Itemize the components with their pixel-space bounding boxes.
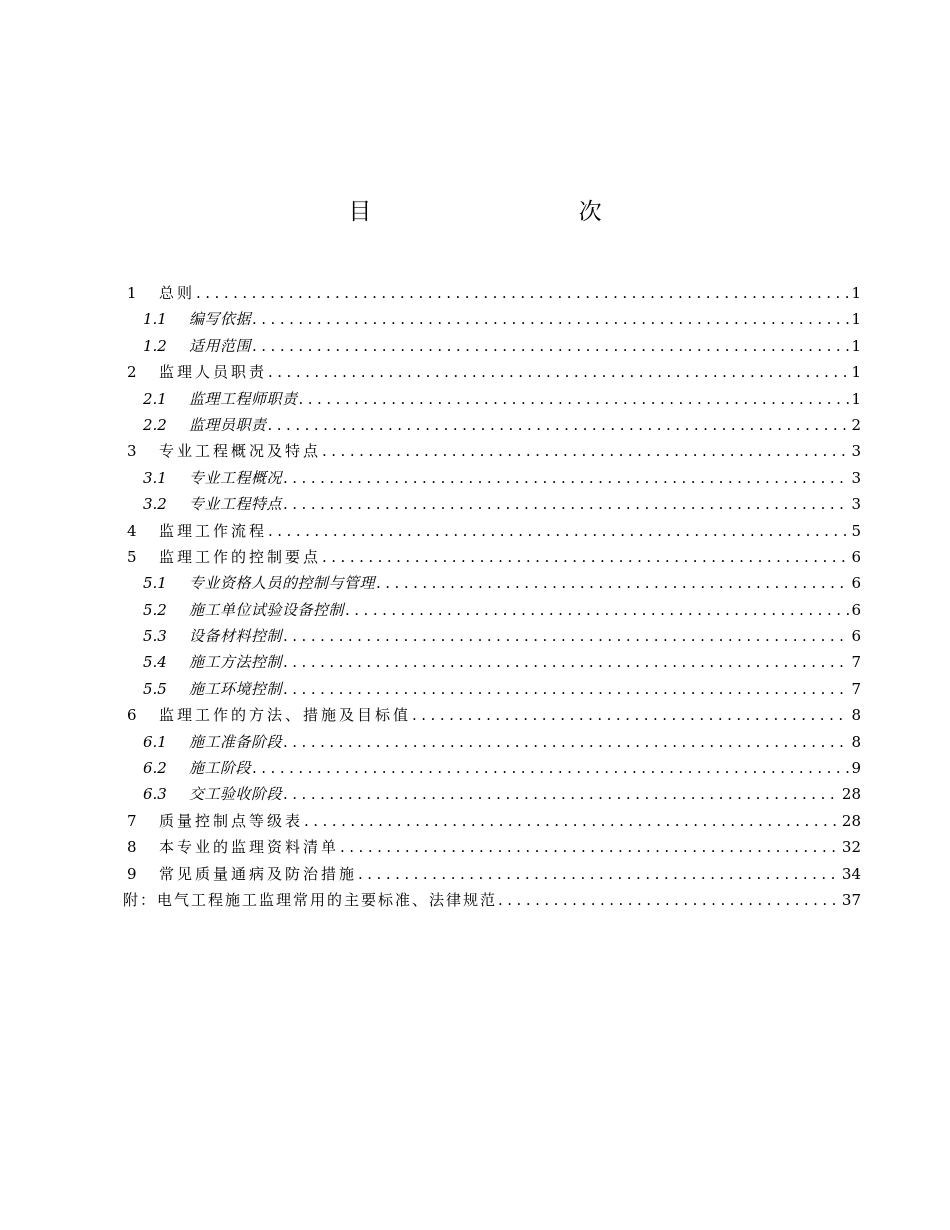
- toc-entry-page-number: 7: [851, 679, 861, 698]
- toc-entry-title: 施工单位试验设备控制: [189, 600, 345, 619]
- toc-leader-dots: [321, 438, 849, 464]
- toc-leader-dots: [282, 491, 849, 517]
- toc-entry-number: 5: [127, 547, 137, 566]
- toc-entry-number: 4: [127, 521, 137, 540]
- toc-entry-number: 5.4: [143, 653, 167, 672]
- toc-entry-title: 专业工程特点: [189, 495, 283, 514]
- toc-entry[interactable]: [123, 333, 861, 359]
- toc-entry-page-number: 1: [851, 336, 861, 355]
- toc-entry[interactable]: [123, 465, 861, 491]
- toc-entry[interactable]: [123, 544, 861, 570]
- toc-entry-page-number: 3: [851, 495, 861, 514]
- toc-entry[interactable]: [123, 887, 861, 913]
- toc-entry-title: 专业工程概况及特点: [159, 442, 322, 461]
- toc-entry-title: 交工验收阶段: [189, 785, 283, 804]
- toc-entry-page-number: 9: [851, 759, 861, 778]
- toc-entry-title: 专业资格人员的控制与管理: [189, 574, 376, 593]
- toc-leader-dots: [282, 649, 849, 675]
- toc-entry-title: 监理人员职责: [159, 363, 268, 382]
- toc-entry-number: 5.1: [143, 574, 167, 593]
- toc-entry-page-number: 1: [851, 284, 861, 302]
- toc-leader-dots: [251, 333, 849, 359]
- toc-entry-number: 6.3: [143, 785, 167, 804]
- toc-leader-dots: [282, 676, 849, 702]
- toc-entry[interactable]: [123, 623, 861, 649]
- toc-entry-page-number: 8: [851, 706, 861, 725]
- toc-leader-dots: [357, 861, 840, 887]
- toc-entry[interactable]: [123, 834, 861, 860]
- toc-entry-page-number: 34: [841, 864, 861, 883]
- toc-entry-page-number: 3: [851, 468, 861, 487]
- toc-entry[interactable]: [123, 676, 861, 702]
- toc-entry[interactable]: [123, 412, 861, 438]
- toc-entry[interactable]: [123, 702, 861, 728]
- toc-entry-number: 3.1: [143, 468, 167, 487]
- toc-leader-dots: [344, 597, 849, 623]
- toc-entry-number: 6.1: [143, 732, 167, 751]
- toc-entry-title: 编写依据: [189, 310, 252, 329]
- toc-entry-page-number: 7: [851, 653, 861, 672]
- toc-entry[interactable]: [123, 386, 861, 412]
- toc-entry[interactable]: [123, 808, 861, 834]
- toc-leader-dots: [321, 544, 849, 570]
- toc-entry-page-number: 6: [851, 574, 861, 593]
- toc-leader-dots: [267, 359, 849, 385]
- toc-entry-title: 监理工程师职责: [189, 389, 298, 408]
- toc-entry-number: 1.2: [143, 336, 167, 355]
- toc-leader-dots: [282, 465, 849, 491]
- toc-entry-number: 1: [127, 284, 137, 302]
- toc-leader-dots: [195, 280, 849, 306]
- toc-entry[interactable]: [123, 359, 861, 385]
- toc-entry-number: 3: [127, 442, 137, 461]
- toc-entry-page-number: 6: [851, 627, 861, 646]
- toc-entry-number: 5.3: [143, 627, 167, 646]
- toc-entry[interactable]: [123, 649, 861, 675]
- toc-entry[interactable]: [123, 781, 861, 807]
- toc-entry-page-number: 8: [851, 732, 861, 751]
- toc-entry[interactable]: [123, 491, 861, 517]
- toc-leader-dots: [267, 518, 849, 544]
- toc-entry-number: 2.2: [143, 415, 167, 434]
- toc-entry-title: 附：电气工程施工监理常用的主要标准、法律规范: [123, 890, 498, 909]
- toc-entry-title: 常见质量通病及防治措施: [159, 864, 358, 883]
- toc-leader-dots: [282, 729, 849, 755]
- toc-entry-number: 6.2: [143, 759, 167, 778]
- toc-entry-page-number: 37: [841, 890, 861, 909]
- toc-entry[interactable]: [123, 438, 861, 464]
- toc-leader-dots: [251, 306, 849, 332]
- toc-entry[interactable]: [123, 518, 861, 544]
- toc-entry-title: 本专业的监理资料清单: [159, 838, 340, 857]
- toc-leader-dots: [282, 623, 849, 649]
- toc-entry-title: 适用范围: [189, 336, 252, 355]
- toc-entry-title: 设备材料控制: [189, 627, 283, 646]
- toc-entry-title: 监理工作流程: [159, 521, 268, 540]
- toc-entry-page-number: 28: [841, 785, 861, 804]
- toc-entry[interactable]: [123, 570, 861, 596]
- toc-entry-page-number: 28: [841, 811, 861, 830]
- toc-leader-dots: [282, 781, 840, 807]
- toc-entry-number: 6: [127, 706, 137, 725]
- toc-entry-number: 5.5: [143, 679, 167, 698]
- toc-entry-page-number: 32: [841, 838, 861, 857]
- toc-leader-dots: [497, 887, 840, 913]
- toc-entry-page-number: 6: [851, 547, 861, 566]
- toc-entry-number: 2: [127, 363, 137, 382]
- toc-entry-number: 7: [127, 811, 137, 830]
- toc-entry[interactable]: [123, 597, 861, 623]
- toc-entry-page-number: 1: [851, 389, 861, 408]
- toc-entry-page-number: 5: [851, 521, 861, 540]
- toc-entry-number: 3.2: [143, 495, 167, 514]
- toc-entry-number: 8: [127, 838, 137, 857]
- toc-entry-number: 9: [127, 864, 137, 883]
- table-of-contents: [123, 280, 861, 913]
- toc-entry-page-number: 1: [851, 310, 861, 329]
- toc-leader-dots: [375, 570, 849, 596]
- toc-entry-page-number: 6: [851, 600, 861, 619]
- toc-entry[interactable]: [123, 729, 861, 755]
- toc-leader-dots: [303, 808, 840, 834]
- toc-entry-title: 施工阶段: [189, 759, 252, 778]
- toc-entry-title: 监理工作的控制要点: [159, 547, 322, 566]
- toc-leader-dots: [298, 386, 850, 412]
- toc-entry-title: 专业工程概况: [189, 468, 283, 487]
- toc-entry-page-number: 1: [851, 363, 861, 382]
- toc-entry[interactable]: [123, 306, 861, 332]
- toc-entry-page-number: 2: [851, 415, 861, 434]
- toc-entry-number: 5.2: [143, 600, 167, 619]
- toc-entry-title: 总则: [159, 284, 196, 302]
- toc-entry-number: 2.1: [143, 389, 167, 408]
- toc-entry-page-number: 3: [851, 442, 861, 461]
- toc-entry-title: 施工方法控制: [189, 653, 283, 672]
- toc-entry-title: 施工准备阶段: [189, 732, 283, 751]
- toc-leader-dots: [411, 702, 849, 728]
- toc-leader-dots: [251, 755, 849, 781]
- page-title: 目 次: [348, 199, 702, 225]
- toc-entry[interactable]: [123, 280, 861, 306]
- toc-leader-dots: [339, 834, 840, 860]
- toc-entry-title: 监理员职责: [189, 415, 267, 434]
- toc-entry-title: 施工环境控制: [189, 679, 283, 698]
- toc-entry-title: 质量控制点等级表: [159, 811, 304, 830]
- toc-entry[interactable]: [123, 755, 861, 781]
- toc-entry-title: 监理工作的方法、措施及目标值: [159, 706, 412, 725]
- toc-entry[interactable]: [123, 861, 861, 887]
- toc-leader-dots: [267, 412, 850, 438]
- toc-entry-number: 1.1: [143, 310, 167, 329]
